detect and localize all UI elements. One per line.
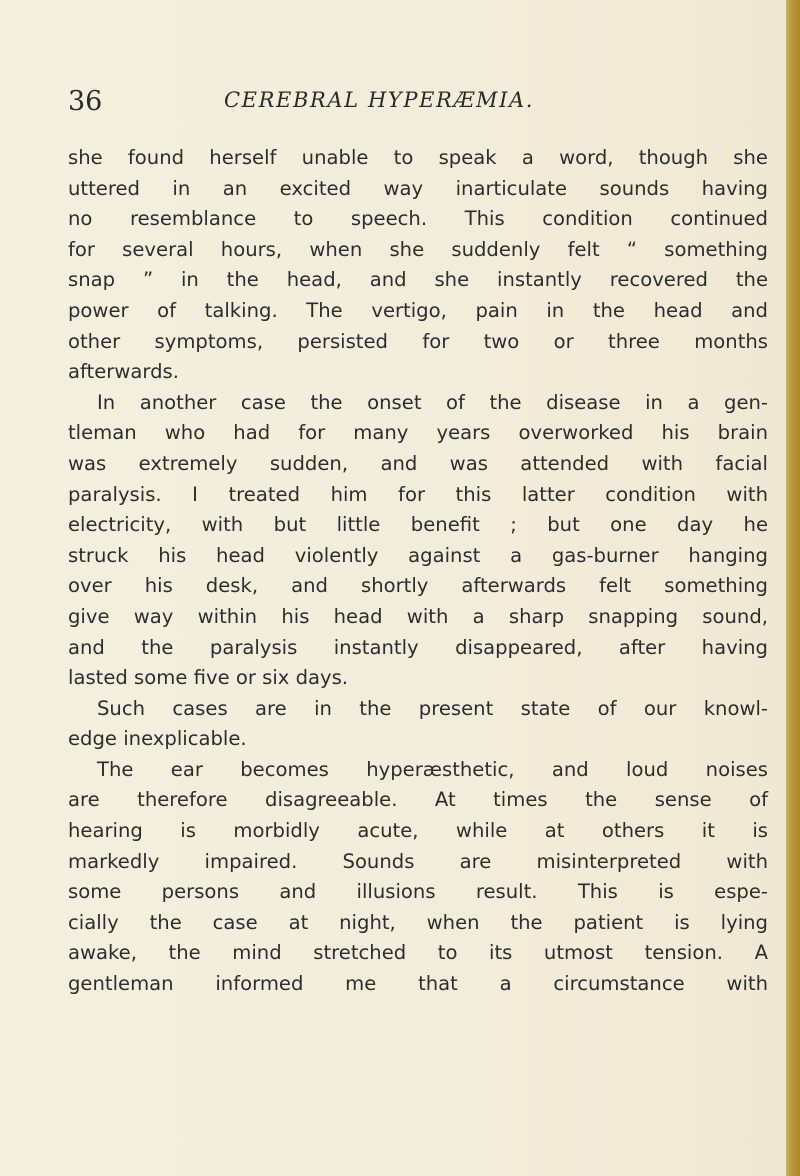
text-line: Such cases are in the present state of our knowl- [97, 696, 768, 720]
running-head: CEREBRAL HYPERÆMIA. [224, 88, 535, 112]
text-line: over his desk, and shortly afterwards felt something [68, 574, 768, 598]
text-line: electricity, with but little benefit ; but one day he [68, 513, 768, 537]
text-line: cially the case at night, when the patient is lying [68, 910, 768, 934]
text-line: struck his head violently against a gas-burner hanging [68, 543, 768, 567]
text-line: snap ” in the head, and she instantly recovered the [68, 268, 768, 292]
text-line: tleman who had for many years overworked his brain [68, 421, 768, 445]
text-line: and the paralysis instantly disappeared, after having [68, 635, 768, 659]
text-line: uttered in an excited way inarticulate sounds having [68, 176, 768, 200]
text-line: awake, the mind stretched to its utmost tension. A [68, 941, 768, 965]
text-line: edge inexplicable. [68, 727, 247, 751]
text-line: some persons and illusions result. This is espe- [68, 880, 768, 904]
text-line: afterwards. [68, 360, 179, 384]
text-line: power of talking. The vertigo, pain in the head and [68, 298, 768, 322]
text-line: for several hours, when she suddenly felt “ something [68, 237, 768, 261]
text-line: gentleman informed me that a circumstance with [68, 972, 768, 996]
body-text [68, 143, 768, 1000]
text-line: In another case the onset of the disease in a gen- [97, 390, 768, 414]
page-binding-edge [786, 0, 800, 1176]
text-line: give way within his head with a sharp snapping sound, [68, 604, 768, 628]
text-line: lasted some five or six days. [68, 666, 349, 690]
text-line: was extremely sudden, and was attended with facial [68, 451, 768, 475]
page-number: 36 [68, 86, 103, 117]
text-line: hearing is morbidly acute, while at others it is [68, 819, 768, 843]
text-line: markedly impaired. Sounds are misinterpreted with [68, 849, 768, 873]
text-line: The ear becomes hyperæsthetic, and loud noises [97, 757, 768, 781]
text-line: other symptoms, persisted for two or three months [68, 329, 768, 353]
page-header [68, 82, 768, 126]
text-line: paralysis. I treated him for this latter condition with [68, 482, 768, 506]
text-line: she found herself unable to speak a word, though she [68, 146, 768, 169]
text-line: are therefore disagreeable. At times the sense of [68, 788, 768, 812]
text-line: no resemblance to speech. This condition continued [68, 207, 768, 231]
